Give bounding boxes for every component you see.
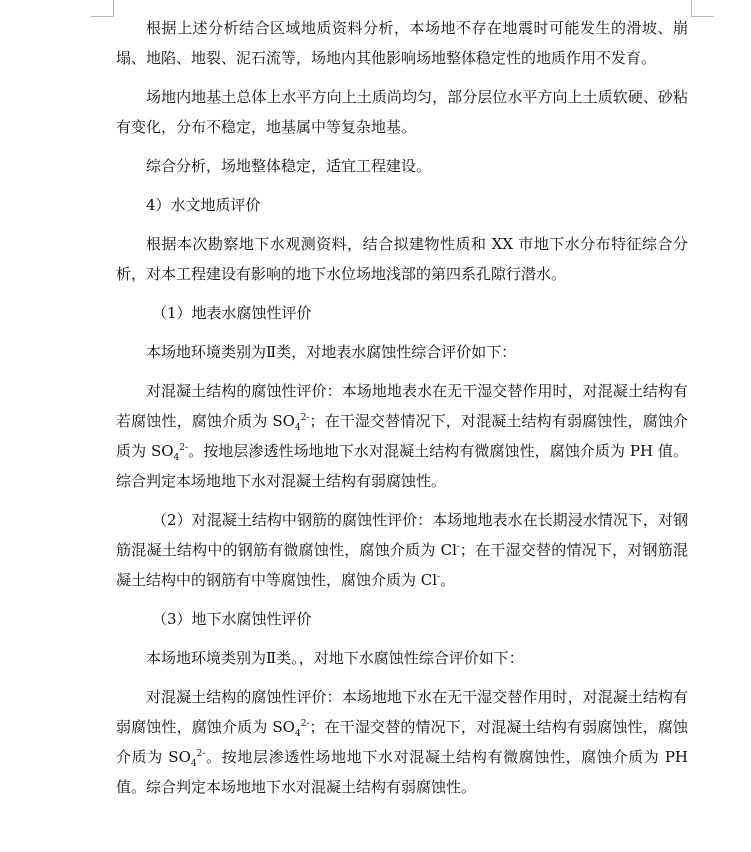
section-heading-hydrogeology: 4）水文地质评价 (146, 196, 261, 214)
paragraph-conclusion: 综合分析，场地整体稳定，适宜工程建设。 (146, 157, 432, 175)
paragraph-rebar-corrosion: （2）对混凝土结构中钢筋的腐蚀性评价：本场地地表水在长期浸水情况下，对钢筋混凝土结构中的钢筋有微腐蚀性，腐蚀介质为 Cl-；在干湿交替的情况下，对钢筋混凝土结构中的钢筋有中等腐蚀性，腐蚀介质为 Cl-。 (116, 511, 688, 589)
page-corner-mark-left (91, 0, 114, 17)
paragraph-surface-water-concrete: 对混凝土结构的腐蚀性评价：本场地地表水在无干湿交替作用时，对混凝土结构有若腐蚀性，腐蚀介质为 $SO_4^{2-}$；在干湿交替情况下，对混凝土结构有弱腐蚀性，腐蚀介质为 $SO_4^{2-}$。按地层渗透性场地地下水对混凝土结构有微腐蚀性，腐蚀介质为 PH 值。综合判定本场地地下水对混凝土结构有弱腐蚀性。 (116, 382, 688, 490)
subheading-groundwater-corrosion: （3）地下水腐蚀性评价 (152, 610, 312, 628)
paragraph-groundwater-environment: 本场地环境类别为Ⅱ类。，对地下水腐蚀性综合评价如下： (146, 649, 524, 667)
document-body (116, 13, 688, 802)
paragraph-groundwater-concrete: 对混凝土结构的腐蚀性评价：本场地地下水在无干湿交替作用时，对混凝土结构有弱腐蚀性，腐蚀介质为 $SO_4^{2-}$；在干湿交替的情况下，对混凝土结构有弱腐蚀性，腐蚀介质为 $SO_4^{2-}$。按地层渗透性场地地下水对混凝土结构有微腐蚀性，腐蚀介质为 PH 值。综合判定本场地地下水对混凝土结构有弱腐蚀性。 (116, 688, 689, 796)
paragraph-groundwater-observation: 根据本次勘察地下水观测资料，结合拟建物性质和 XX 市地下水分布特征综合分析，对本工程建设有影响的地下水位场地浅部的第四系孔隙行潜水。 (116, 235, 688, 283)
paragraph-stability-analysis: 根据上述分析结合区域地质资料分析，本场地不存在地震时可能发生的滑坡、崩塌、地陷、地裂、泥石流等，场地内其他影响场地整体稳定性的地质作用不发育。 (116, 19, 688, 67)
paragraph-foundation-soil: 场地内地基土总体上水平方向上土质尚均匀，部分层位水平方向上土质软硬、砂粘有变化，分布不稳定，地基属中等复杂地基。 (116, 88, 688, 136)
paragraph-surface-water-environment: 本场地环境类别为Ⅱ类，对地表水腐蚀性综合评价如下： (146, 343, 517, 361)
page-corner-mark-right (691, 0, 714, 17)
subheading-surface-water-corrosion: （1）地表水腐蚀性评价 (152, 304, 312, 322)
